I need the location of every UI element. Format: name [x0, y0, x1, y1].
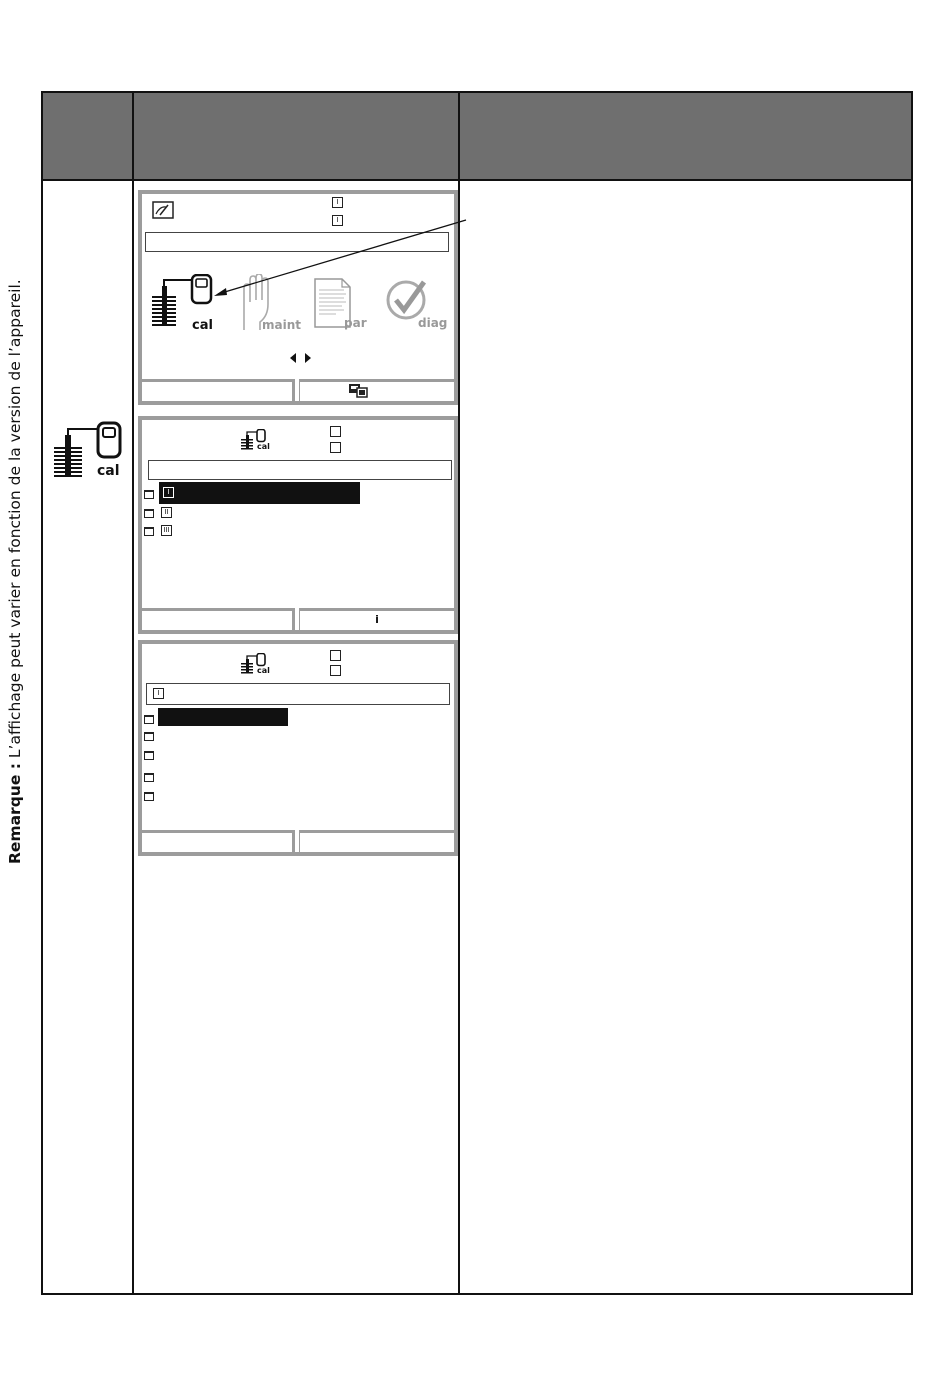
softkey-right[interactable]	[299, 830, 454, 852]
folder-icon[interactable]	[144, 751, 154, 760]
screen-title: cal	[257, 666, 270, 675]
list-item-selected[interactable]	[159, 482, 360, 504]
note-text: L’affichage peut varier en fonction de la version de l’appareil.	[6, 279, 24, 764]
folder-icon[interactable]	[144, 792, 154, 801]
folder-icon[interactable]	[144, 732, 154, 741]
info-softkey-label: i	[375, 613, 379, 626]
status-indicator-1	[330, 650, 341, 661]
folder-icon	[144, 715, 154, 724]
path-bar	[146, 683, 450, 705]
menu-label-cal: cal	[192, 318, 213, 333]
status-indicator-1: I	[332, 197, 343, 208]
path-bar-label: I	[153, 688, 164, 699]
menu-label-diag: diag	[418, 316, 448, 330]
screen-cal-submenu	[138, 640, 458, 856]
version-note	[6, 204, 30, 864]
softkey-right[interactable]	[299, 608, 454, 630]
folder-icon	[144, 490, 154, 499]
table-header	[41, 91, 913, 179]
softkey-right[interactable]	[299, 379, 454, 401]
top-border	[41, 91, 913, 93]
right-border	[911, 91, 913, 1295]
cal-step-label: cal	[97, 463, 120, 479]
status-indicator-1	[330, 426, 341, 437]
menu-label-maint: maint	[262, 318, 301, 332]
list-item[interactable]: II	[161, 507, 172, 518]
col-divider-1	[132, 91, 134, 1295]
measurement-mode-icon	[348, 383, 368, 398]
softkey-left[interactable]	[142, 830, 295, 852]
list-item-selected[interactable]	[158, 708, 288, 726]
menu-label-par: par	[344, 316, 367, 330]
bottom-border	[41, 1293, 913, 1295]
folder-icon	[144, 527, 154, 536]
status-indicator-2	[330, 442, 341, 453]
softkey-left[interactable]	[142, 379, 295, 401]
screen-title: cal	[257, 442, 270, 451]
softkey-left[interactable]	[142, 608, 295, 630]
cal-step-icon	[54, 421, 124, 483]
folder-icon	[144, 509, 154, 518]
status-indicator-2	[330, 665, 341, 676]
folder-icon[interactable]	[144, 773, 154, 782]
header-border	[41, 179, 913, 181]
message-bar	[148, 460, 452, 480]
gauge-icon	[152, 201, 174, 219]
list-item-label: I	[163, 487, 174, 498]
list-item[interactable]: III	[161, 525, 172, 536]
pointer-line	[214, 218, 470, 298]
note-label: Remarque :	[6, 763, 24, 864]
left-border	[41, 91, 43, 1295]
left-right-arrows-icon	[289, 352, 313, 364]
menu-item-cal[interactable]	[152, 274, 222, 336]
status-indicator-2: I	[332, 215, 343, 226]
screen-cal-menu	[138, 416, 458, 634]
